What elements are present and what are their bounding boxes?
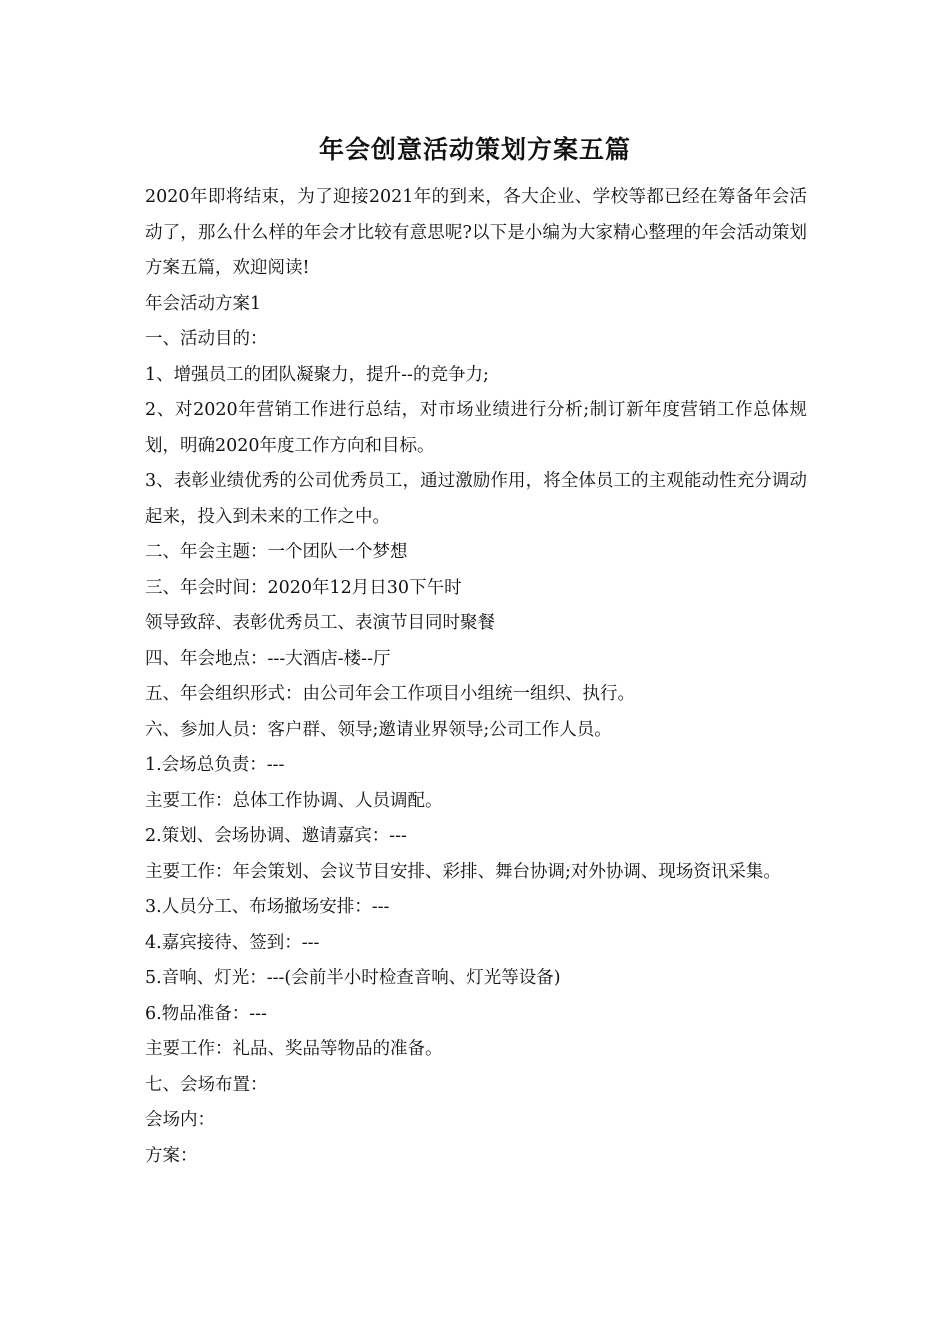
role-staffing: 3.人员分工、布场撤场安排：---: [145, 897, 390, 917]
purpose-item-2: 2、对2020年营销工作进行总结，对市场业绩进行分析;制订新年度营销工作总体规划，明确2020年度工作方向和目标。: [145, 400, 807, 456]
document-title: 年会创意活动策划方案五篇: [318, 135, 631, 164]
role-venue-lead-duty: 主要工作：总体工作协调、人员调配。: [145, 790, 443, 811]
section-heading-layout: 七、会场布置：: [145, 1074, 268, 1095]
role-planning-duty: 主要工作：年会策划、会议节目安排、彩排、舞台协调;对外协调、现场资讯采集。: [145, 861, 781, 882]
intro-paragraph: 2020年即将结束，为了迎接2021年的到来，各大企业、学校等都已经在筹备年会活动了，那么什么样的年会才比较有意思呢?以下是小编为大家精心整理的年会活动策划方案五篇，欢迎阅读!: [145, 187, 807, 278]
organization-line: 五、年会组织形式：由公司年会工作项目小组统一组织、执行。: [145, 684, 635, 704]
section-heading-plan-1: 年会活动方案1: [145, 293, 262, 314]
role-audio-lighting: 5.音响、灯光：---(会前半小时检查音响、灯光等设备): [145, 968, 561, 988]
participants-line: 六、参加人员：客户群、领导;邀请业界领导;公司工作人员。: [145, 719, 612, 740]
purpose-item-3: 3、表彰业绩优秀的公司优秀员工，通过激励作用，将全体员工的主观能动性充分调动起来，投入到未来的工作之中。: [145, 471, 807, 527]
theme-line: 二、年会主题：一个团队一个梦想: [145, 542, 408, 562]
role-supplies: 6.物品准备：---: [145, 1003, 267, 1024]
agenda-line: 领导致辞、表彰优秀员工、表演节目同时聚餐: [145, 613, 495, 633]
role-venue-lead: 1.会场总负责：---: [145, 755, 285, 775]
role-planning: 2.策划、会场协调、邀请嘉宾：---: [145, 826, 407, 846]
time-line: 三、年会时间：2020年12月日30下午时: [145, 577, 462, 598]
plan-label: 方案：: [145, 1145, 198, 1166]
document-body: [145, 180, 807, 1174]
venue-interior: 会场内：: [145, 1110, 215, 1130]
purpose-item-1: 1、增强员工的团队凝聚力，提升--的竞争力;: [145, 364, 489, 385]
section-heading-purpose: 一、活动目的：: [145, 329, 268, 349]
role-supplies-duty: 主要工作：礼品、奖品等物品的准备。: [145, 1039, 443, 1059]
role-reception: 4.嘉宾接待、签到：---: [145, 932, 320, 953]
venue-line: 四、年会地点：---大酒店-楼--厅: [145, 648, 391, 669]
